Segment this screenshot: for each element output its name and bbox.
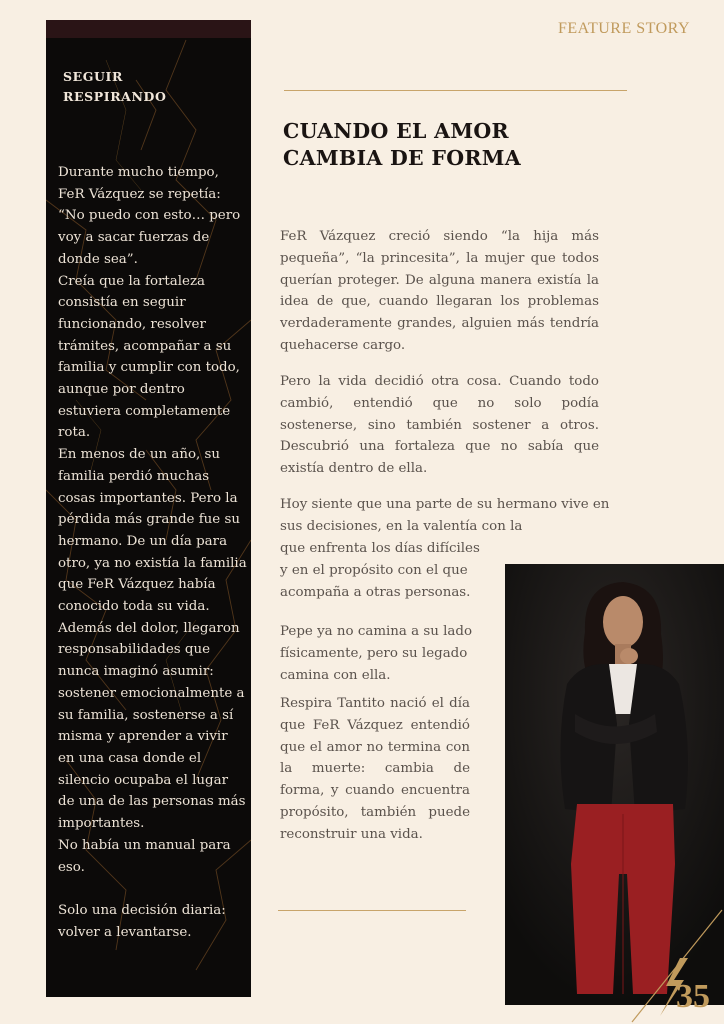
article-paragraph: Pepe ya no camina a su lado físicamente, pero su legado camina con ella. bbox=[280, 624, 473, 683]
top-divider bbox=[284, 90, 627, 91]
article-paragraph: Hoy siente que una parte de su hermano vive en sus decisiones, en la valentía con la bbox=[280, 497, 610, 534]
sidebar-body bbox=[58, 162, 248, 943]
article-paragraph-continued: que enfrenta los días difíciles y en el propósito con el que acompaña a otras personas. bbox=[280, 541, 480, 600]
sidebar-paragraph: Solo una decisión diaria: volver a levantarse. bbox=[58, 902, 226, 940]
sidebar-paragraph: Creía que la fortaleza consistía en seguir funcionando, resolver trámites, acompañar a su familia y cumplir con todo, aunque por dentro estuviera completamente rota. bbox=[58, 273, 240, 441]
sidebar-paragraph: No había un manual para eso. bbox=[58, 837, 231, 875]
article-title: CUANDO EL AMOR CAMBIA DE FORMA bbox=[283, 119, 521, 170]
article-paragraph: Respira Tantito nació el día que FeR Vázquez entendió que el amor no termina con la muerte: cambia de forma, y cuando encuentra propósito, también puede reconstruir una vida. bbox=[280, 696, 470, 842]
section-label: FEATURE STORY bbox=[557, 20, 690, 37]
bottom-divider bbox=[278, 910, 466, 911]
sidebar-panel bbox=[46, 20, 251, 997]
article-paragraph: FeR Vázquez creció siendo “la hija más pequeña”, “la princesita”, la mujer que todos querían proteger. De alguna manera existía la idea de que, cuando llegaran los problemas verdaderamente grandes, alguien más tendría quehacerse cargo. bbox=[280, 229, 599, 353]
article-paragraph: Pero la vida decidió otra cosa. Cuando todo cambió, entendió que no solo podía sostenerse, sino también sostener a otros. Descubrió una fortaleza que no sabía que existía dentro de ella. bbox=[280, 374, 599, 477]
sidebar-paragraph: En menos de un año, su familia perdió muchas cosas importantes. Pero la pérdida más grande fue su hermano. De un día para otro, ya no existía la familia que FeR Vázquez había conocido toda su vida. bbox=[58, 447, 247, 615]
page-number: 35 bbox=[676, 978, 710, 1015]
sidebar-title: SEGUIR RESPIRANDO bbox=[63, 69, 167, 104]
sidebar-paragraph: Durante mucho tiempo, FeR Vázquez se repetía: “No puedo con esto… pero voy a sacar fuerzas de donde sea”. bbox=[58, 165, 241, 267]
sidebar-paragraph: Además del dolor, llegaron responsabilidades que nunca imaginó asumir: sostener emocionalmente a su familia, sostenerse a sí misma y aprender a vivir en una casa donde el silencio ocupaba el lugar de una de las personas más importantes. bbox=[58, 620, 246, 832]
